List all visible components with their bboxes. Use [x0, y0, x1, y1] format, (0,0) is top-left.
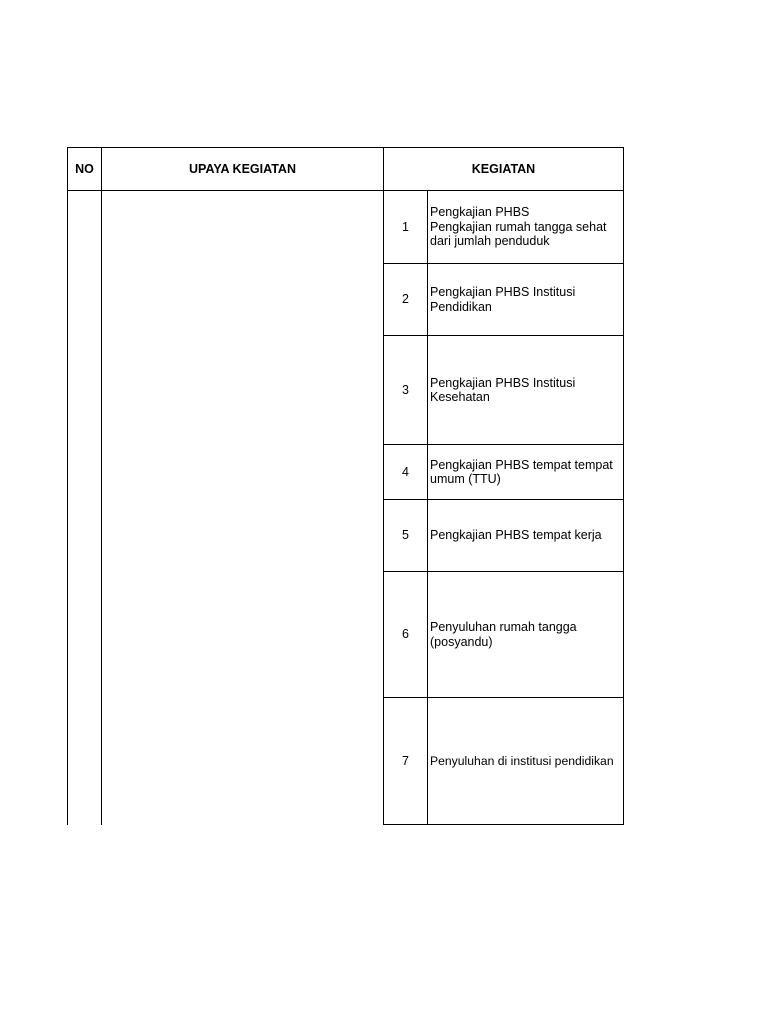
row-number: 5: [402, 528, 409, 543]
row-description: [428, 698, 625, 824]
row-description-line: Pengkajian PHBS Institusi: [430, 285, 576, 299]
row-number: 6: [402, 627, 409, 642]
row-description: [428, 500, 623, 571]
table-bottom-border: [383, 824, 624, 825]
row-description-line: Pengkajian PHBS tempat kerja: [430, 528, 602, 543]
row-description: [428, 572, 623, 697]
table-left-border: [67, 147, 68, 825]
row-description-line: Pengkajian PHBS: [430, 205, 530, 220]
row-description-line: Pendidikan: [430, 299, 492, 314]
row-number: 4: [402, 464, 409, 479]
header-no: NO: [75, 161, 94, 176]
row-description-line: Pengkajian rumah tangga sehat: [430, 219, 607, 234]
row-description-line: (posyandu): [430, 634, 493, 649]
row-number: 7: [402, 753, 409, 768]
row-description-line: umum (TTU): [430, 472, 501, 486]
row-number: 3: [402, 382, 409, 397]
row-number: 1: [402, 219, 409, 234]
header-kegiatan: KEGIATAN: [471, 161, 536, 176]
row-description: [428, 445, 623, 499]
no-column-divider: [101, 147, 102, 825]
row-description: [428, 336, 623, 444]
row-description-line: Kesehatan: [430, 390, 490, 404]
row-description: [428, 264, 623, 335]
row-description-line: Penyuluhan di institusi pendidikan: [430, 753, 614, 768]
row-description: [428, 191, 623, 263]
row-description-line: Pengkajian PHBS Institusi: [430, 375, 576, 390]
row-description-line: dari jumlah penduduk: [430, 234, 550, 249]
row-description-line: Pengkajian PHBS tempat tempat: [430, 457, 613, 472]
row-number: 2: [402, 292, 409, 307]
row-description-line: Penyuluhan rumah tangga: [430, 620, 577, 634]
header-upaya-kegiatan: UPAYA KEGIATAN: [189, 161, 296, 176]
